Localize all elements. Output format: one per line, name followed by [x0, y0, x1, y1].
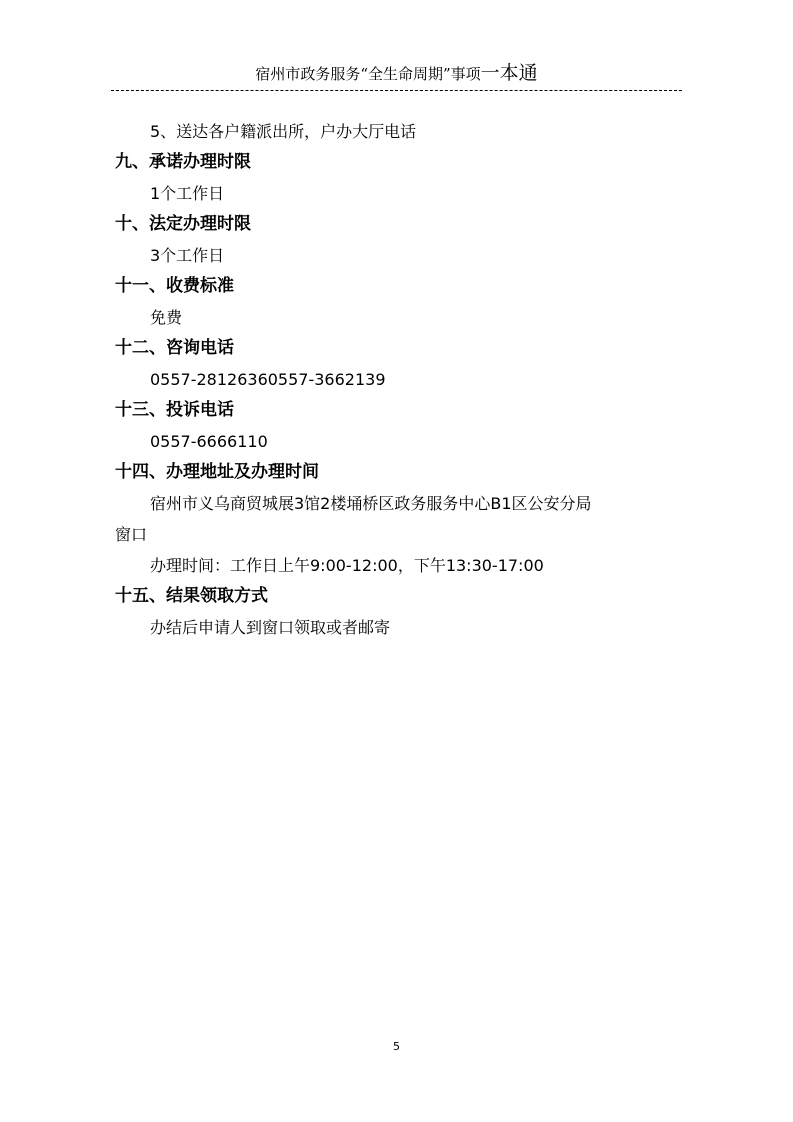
section-15-value: 办结后申请人到窗口领取或者邮寄 — [150, 618, 391, 637]
header-title: 宿州市政务服务“全生命周期”事项 — [255, 65, 481, 83]
section-15-heading: 十五、结果领取方式 — [115, 586, 268, 606]
section-10-heading: 十、法定办理时限 — [115, 214, 251, 234]
page-number: 5 — [393, 1040, 400, 1053]
list-item-5: 5、送达各户籍派出所，户办大厅电话 — [150, 122, 417, 141]
section-9-heading: 九、承诺办理时限 — [115, 152, 251, 172]
section-14-address-continued: 窗口 — [115, 525, 148, 544]
header-divider — [111, 90, 682, 91]
section-9-value: 1个工作日 — [150, 184, 225, 203]
page-header — [0, 58, 793, 85]
section-14-heading: 十四、办理地址及办理时间 — [115, 462, 319, 482]
section-14-hours: 办理时间：工作日上午9:00-12:00，下午13:30-17:00 — [150, 556, 544, 575]
section-14-address: 宿州市义乌商贸城展3馆2楼埇桥区政务服务中心B1区公安分局 — [150, 494, 592, 513]
section-13-heading: 十三、投诉电话 — [115, 400, 234, 420]
section-13-value: 0557-6666110 — [150, 432, 268, 451]
section-12-heading: 十二、咨询电话 — [115, 338, 234, 358]
section-12-value: 0557-28126360557-3662139 — [150, 370, 386, 389]
section-10-value: 3个工作日 — [150, 246, 225, 265]
document-body — [115, 116, 695, 643]
section-11-heading: 十一、收费标准 — [115, 276, 234, 296]
header-title-tail: 一本通 — [480, 62, 538, 84]
section-11-value: 免费 — [150, 308, 183, 327]
